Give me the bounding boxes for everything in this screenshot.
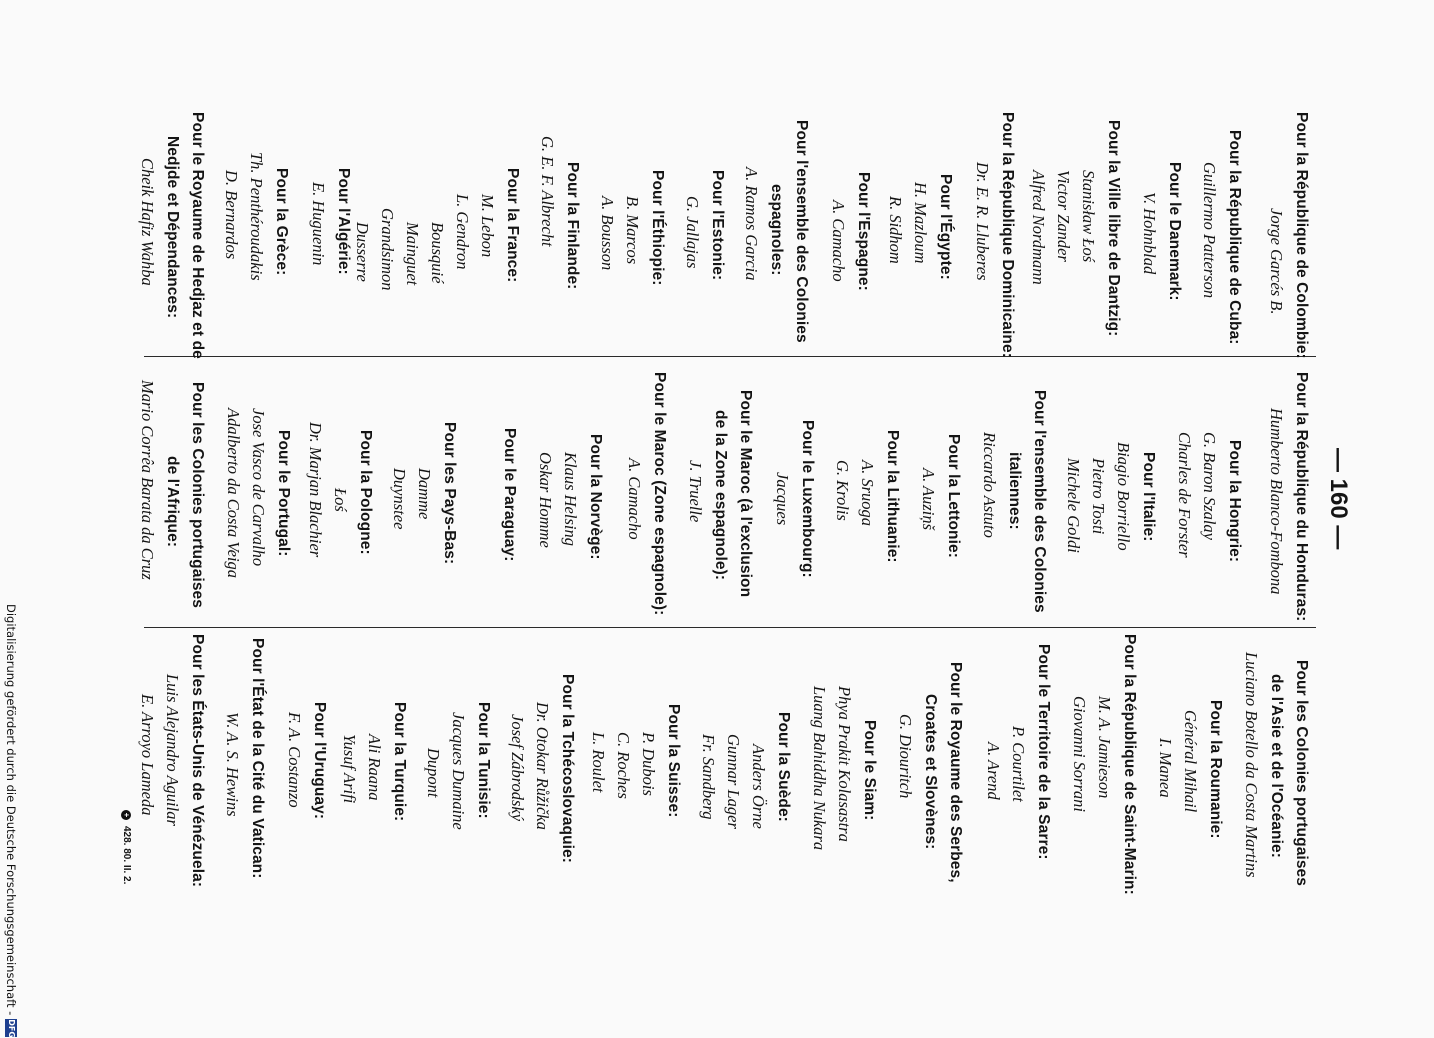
signatory-name: A. Sruoga xyxy=(858,460,877,526)
signatory-name: A. Arend xyxy=(984,742,1003,800)
country-heading: Pour les Colonies portugaises xyxy=(1293,660,1310,886)
country-heading: Pour le Royaume des Serbes, xyxy=(947,662,964,883)
country-heading: Pour les Pays-Bas: xyxy=(441,422,458,565)
signatory-block xyxy=(505,634,580,884)
country-heading: Pour l'Algérie: xyxy=(335,168,352,275)
signatory-block xyxy=(220,634,270,884)
signatory-name: Jacques Dumaine xyxy=(449,712,468,830)
country-heading: Pour l'Estonie: xyxy=(709,170,726,281)
country-heading: Pour l'État de la Cité du Vatican: xyxy=(249,638,266,879)
signatory-block xyxy=(739,112,814,362)
signatory-block xyxy=(1172,372,1247,622)
signatory-name: Riccardo Astuto xyxy=(980,432,999,538)
signatory-name: G. Diouritch xyxy=(896,714,915,799)
country-heading: Pour le Maroc (Zone espagnole): xyxy=(651,372,668,616)
country-heading: Pour la République du Honduras: xyxy=(1293,372,1310,622)
print-mark-icon: + xyxy=(121,810,131,820)
signatory-name: B. Marcos xyxy=(623,196,642,265)
signatory-name: Luang Bahiddha Nukara xyxy=(810,686,829,851)
signatory-name: M. Lebon xyxy=(478,194,497,258)
country-heading: Pour l'ensemble des Colonies xyxy=(793,120,810,343)
country-heading: Pour le Danemark: xyxy=(1166,162,1183,301)
signatory-name: C. Roches xyxy=(614,732,633,799)
signatory-name: Luciano Botello da Costa Martins xyxy=(1242,652,1261,878)
signatory-block xyxy=(1137,112,1187,362)
signatory-block xyxy=(622,372,672,622)
signatory-name: G. E. F. Albrecht xyxy=(538,136,557,247)
signatory-name: Alfred Nordmann xyxy=(1029,170,1048,285)
country-heading: Pour la France: xyxy=(504,168,521,283)
signatory-block xyxy=(219,112,294,362)
signatory-name: Pietro Tosti xyxy=(1089,458,1108,535)
signatory-block xyxy=(1026,112,1126,362)
country-heading: Pour la Suède: xyxy=(775,712,792,822)
signatory-block xyxy=(533,372,608,622)
signatory-name: V. Hohnblad xyxy=(1140,192,1159,275)
country-heading: Pour la Norvège: xyxy=(587,434,604,560)
signatory-block xyxy=(770,372,820,622)
country-heading: Pour la Suisse: xyxy=(665,704,682,818)
country-heading: italiennes: xyxy=(1006,452,1023,530)
country-heading: Pour les Colonies portugaises xyxy=(189,382,206,608)
signatory-name: A. Bousson xyxy=(598,196,617,271)
signatory-block xyxy=(1239,634,1314,884)
signatory-name: Th. Penthéroudakis xyxy=(247,152,266,281)
signatory-name: F. A. Costanzo xyxy=(285,712,304,808)
signatory-block xyxy=(1264,372,1314,622)
signatory-name: Anders Örne xyxy=(749,744,768,829)
signatory-name: Oskar Homme xyxy=(536,452,555,548)
signatory-name: A. Ramos Garcia xyxy=(742,167,761,281)
signatory-name: Dr. Marjan Blachier xyxy=(306,422,325,558)
signatory-block xyxy=(135,112,210,362)
signatory-block xyxy=(970,112,1020,362)
signatory-name: Duynstee xyxy=(390,468,409,530)
country-heading: Pour le Siam: xyxy=(861,720,878,821)
country-heading: Pour la Hongrie: xyxy=(1226,440,1243,563)
country-heading: espagnoles: xyxy=(768,184,785,276)
country-heading: Pour la Lithuanie: xyxy=(884,430,901,563)
signatory-name: Dupont xyxy=(424,748,443,798)
country-heading: Pour le Portugal: xyxy=(275,430,292,557)
country-heading: Pour les États-Unis de Vénézuela: xyxy=(189,634,206,888)
signatory-name: Victor Zander xyxy=(1054,170,1073,262)
signatory-name: Michele Goldi xyxy=(1064,458,1083,553)
signatory-block xyxy=(883,112,958,362)
signatory-name: H. Mazloum xyxy=(911,182,930,264)
country-heading: Pour l'Égypte: xyxy=(937,174,954,280)
dfg-logo-icon: DFG xyxy=(7,1019,16,1038)
country-heading: Croates et Slovènes: xyxy=(922,694,939,850)
signatory-name: A. Camacho xyxy=(625,458,644,540)
signatory-name: L. Roulet xyxy=(589,732,608,793)
signatory-block xyxy=(135,634,210,888)
signatory-name: W. A. S. Hewins xyxy=(223,712,242,817)
signatory-block xyxy=(535,112,585,362)
signatory-name: Adalberto da Costa Veiga xyxy=(224,408,243,579)
signatory-name: Phya Prakit Kolasastra xyxy=(835,686,854,842)
signatory-block xyxy=(1067,634,1142,895)
signatory-name: Général Mihail xyxy=(1181,710,1200,813)
country-heading: Pour la République de Colombie: xyxy=(1293,112,1310,359)
country-heading: Pour le Royaume de Hedjaz et de xyxy=(189,112,206,359)
signatory-name: Jose Vasco de Carvalho xyxy=(249,408,268,567)
signatory-name: D. Bernardos xyxy=(222,170,241,260)
signatory-name: G. Jallajas xyxy=(683,196,702,269)
signatory-name: Gunnar Lager xyxy=(724,734,743,829)
country-heading: Nedjde et Dépendances: xyxy=(164,136,181,319)
signatory-block xyxy=(1061,372,1161,622)
country-heading: Pour la Ville libre de Dantzig: xyxy=(1105,120,1122,337)
signatory-name: Giovanni Sorrani xyxy=(1070,696,1089,812)
section-divider xyxy=(144,627,1316,628)
country-heading: Pour l'ensemble des Colonies xyxy=(1031,390,1048,613)
signatory-name: Humberto Blanco-Fombona xyxy=(1267,408,1286,595)
country-heading: de l'Asie et de l'Océanie: xyxy=(1268,674,1285,858)
signatory-block xyxy=(282,634,332,884)
signatory-block xyxy=(337,634,412,884)
signatory-name: Charles de Forster xyxy=(1175,432,1194,558)
country-heading: Pour la Finlande: xyxy=(564,162,581,290)
signatory-name: Josef Zábrodský xyxy=(508,714,527,822)
signatory-block xyxy=(977,372,1052,622)
signatory-block xyxy=(1264,112,1314,362)
signatory-name: Mainguet xyxy=(403,222,422,286)
signatory-block xyxy=(807,634,882,884)
country-heading: Pour l'Uruguay: xyxy=(311,702,328,820)
digitization-credit-text: Digitalisierung gefördert durch die Deutsche Forschungsgemeinschaft - xyxy=(4,604,18,1016)
signatory-name: A. Auziņš xyxy=(919,468,938,531)
signatory-name: Damme xyxy=(415,468,434,520)
country-heading: Pour la Turquie: xyxy=(391,702,408,822)
country-heading: Pour la République de Saint-Marin: xyxy=(1121,634,1138,895)
signatory-name: Stanisław Łoś xyxy=(1079,170,1098,263)
signatory-name: Dr. Otokar Růžička xyxy=(533,702,552,830)
signatory-block xyxy=(497,372,522,622)
page-number: — 160 — xyxy=(1325,448,1352,550)
signatory-name: Jacques xyxy=(773,472,792,526)
signatory-block xyxy=(421,634,496,884)
country-heading: Pour l'Espagne: xyxy=(855,172,872,291)
signatory-block xyxy=(387,372,462,622)
signatory-name: P. Dubois xyxy=(639,732,658,796)
signatory-name: Grandsimon xyxy=(378,208,397,291)
signatory-block xyxy=(981,634,1056,884)
signatory-name: L. Gendron xyxy=(453,194,472,270)
signatory-name: Dr. E. R. Lluberes xyxy=(973,162,992,281)
signatory-name: Guillermo Patterson xyxy=(1200,162,1219,299)
country-heading: Pour la Tchécoslovaquie: xyxy=(559,674,576,864)
signatory-name: Łoś xyxy=(331,488,350,512)
signatory-name: E. Huguenin xyxy=(309,182,328,266)
country-heading: Pour l'Italie: xyxy=(1140,452,1157,542)
signatory-name: Cheik Hafiz Wahba xyxy=(138,158,157,286)
country-heading: de l'Afrique: xyxy=(164,456,181,548)
country-heading: Pour la Tunisie: xyxy=(475,702,492,819)
signatory-block xyxy=(586,634,686,884)
country-heading: Pour la Lettonie: xyxy=(945,434,962,558)
signatory-block xyxy=(135,372,210,622)
print-mark-text: 428. 80. II. 2. xyxy=(121,826,132,885)
signatory-name: R. Sidhom xyxy=(886,196,905,264)
country-heading: Pour le Paraguay: xyxy=(501,428,518,562)
country-heading: de la Zone espagnole): xyxy=(712,410,729,581)
signatory-name: Jorge Garcés B. xyxy=(1267,208,1286,315)
signatory-name: J. Truelle xyxy=(686,460,705,523)
signatory-name: Yusuf Arifi xyxy=(340,734,359,804)
signatory-block xyxy=(696,634,796,884)
signatory-name: Luis Alejandro Aguilar xyxy=(163,674,182,826)
signatory-name: Fr. Sandberg xyxy=(699,734,718,820)
signatory-name: A. Camacho xyxy=(829,200,848,282)
signatory-block xyxy=(595,112,670,362)
country-heading: Pour le Luxembourg: xyxy=(799,420,816,578)
signatory-block xyxy=(306,112,356,362)
country-heading: Pour le Maroc (à l'exclusion xyxy=(737,390,754,598)
signatory-block xyxy=(893,634,968,884)
country-heading: Pour la Pologne: xyxy=(357,430,374,555)
country-heading: Pour l'Éthiopie: xyxy=(649,170,666,286)
signatory-name: Biagio Borriello xyxy=(1114,442,1133,551)
signatory-block xyxy=(916,372,966,622)
signatory-block xyxy=(1153,634,1228,884)
signatory-name: Dusserre xyxy=(353,222,372,282)
signatory-name: Klaus Helsing xyxy=(561,452,580,546)
signatory-block xyxy=(680,112,730,362)
signatory-name: I. Manea xyxy=(1156,738,1175,798)
signatory-name: Ali Raana xyxy=(365,734,384,801)
signatory-block xyxy=(350,112,525,362)
signatory-name: P. Courtilet xyxy=(1009,726,1028,802)
signatory-block xyxy=(1197,112,1247,362)
country-heading: Pour le Territoire de la Sarre: xyxy=(1035,644,1052,860)
signatory-block xyxy=(303,372,378,622)
signatory-name: M. A. Jamieson xyxy=(1095,696,1114,799)
signatory-block xyxy=(826,112,876,362)
signatory-name: G. Baron Szalay xyxy=(1200,432,1219,541)
signatory-name: E. Arroyo Lameda xyxy=(138,694,157,816)
signatory-block xyxy=(683,372,758,622)
signatory-block xyxy=(221,372,296,622)
country-heading: Pour la République Dominicaine: xyxy=(999,112,1016,358)
country-heading: Pour la République de Cuba: xyxy=(1226,130,1243,345)
signatory-name: G. Krolis xyxy=(833,460,852,521)
signatory-name: Bousquié xyxy=(428,222,447,284)
print-mark xyxy=(121,810,132,884)
signatory-block xyxy=(830,372,905,622)
country-heading: Pour la Roumanie: xyxy=(1207,700,1224,839)
signatory-name: Mario Corrêa Barata da Cruz xyxy=(138,380,157,580)
country-heading: Pour la Grèce: xyxy=(273,168,290,276)
digitization-credit xyxy=(4,604,18,1037)
